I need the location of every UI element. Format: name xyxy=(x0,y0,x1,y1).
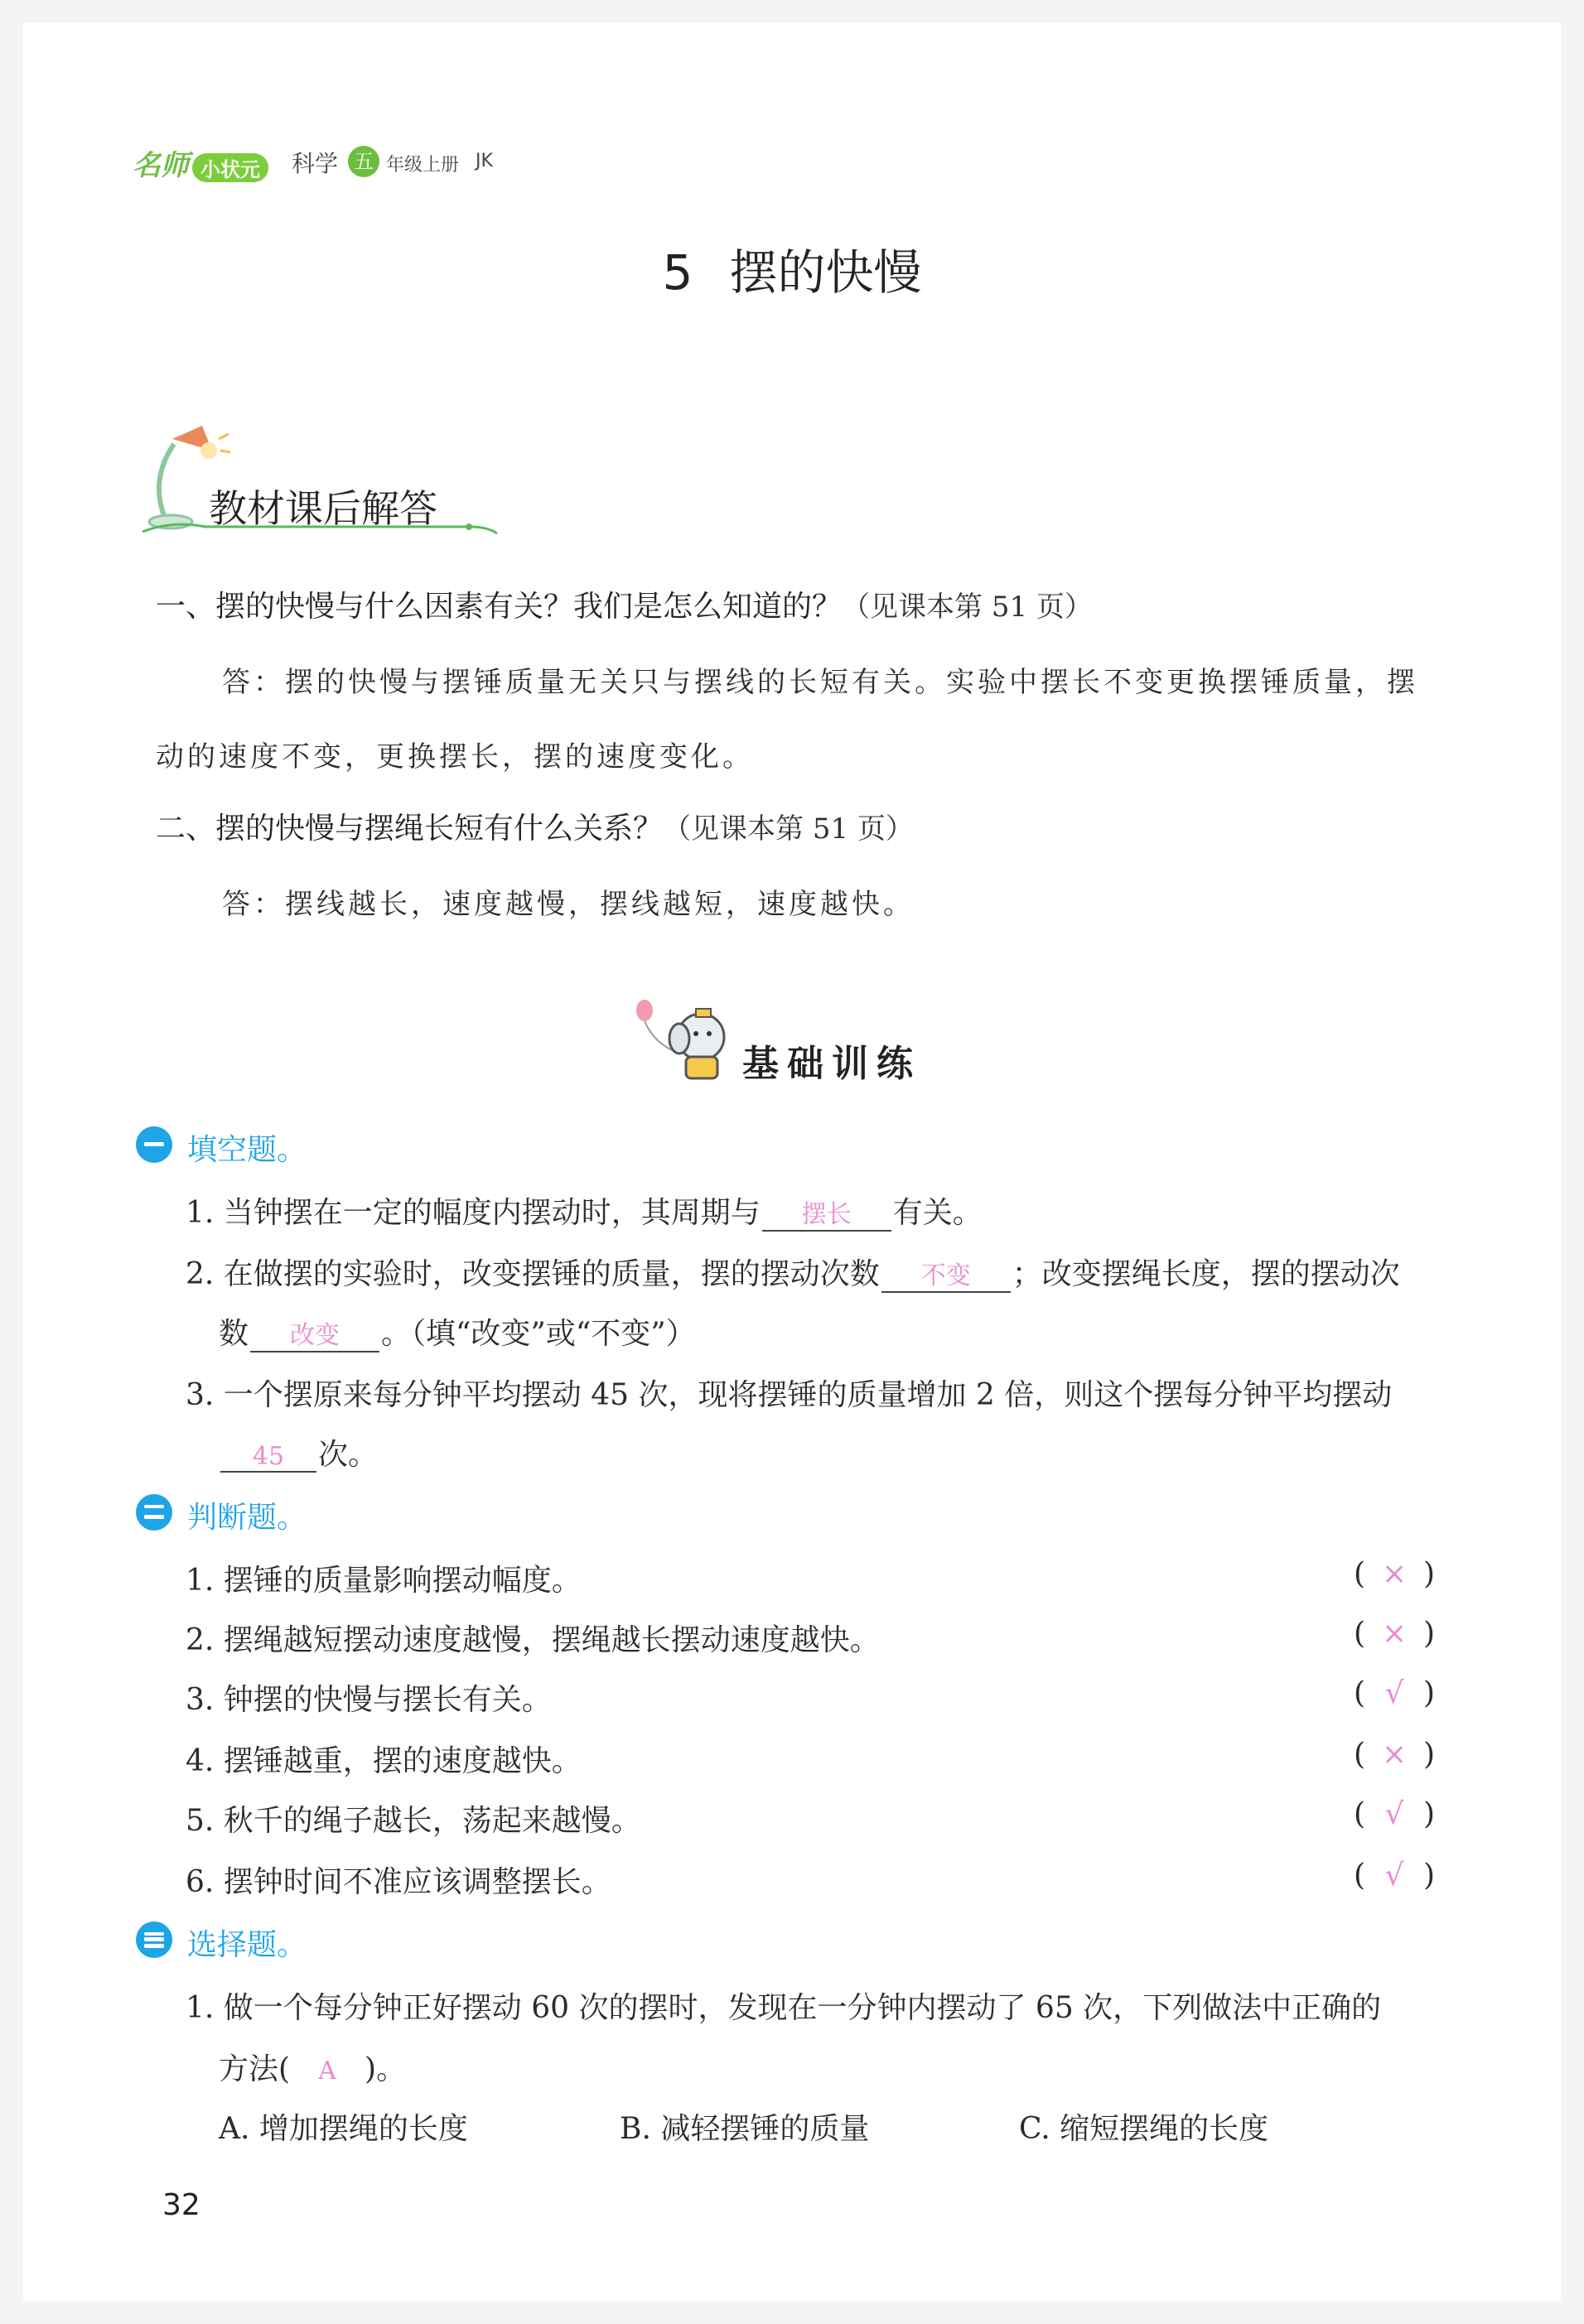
choice-q1-pre: 方法( xyxy=(219,2052,291,2086)
section-badge-two xyxy=(136,1494,172,1531)
question-1-ref: （见课本第 51 页） xyxy=(842,591,1093,624)
choice-option-b: B. 减轻摆锤的质量 xyxy=(620,2112,870,2146)
fill-q2-pre2: 数 xyxy=(219,1317,249,1351)
fill-question-3-cont xyxy=(219,1431,378,1473)
header-version: JK xyxy=(476,151,493,171)
judge-item-6: 6. 摆钟时间不准应该调整摆长。 xyxy=(186,1865,611,1899)
fill-q1-post: 有关。 xyxy=(892,1196,983,1230)
judge-paren-6: ( √ ) xyxy=(1354,1859,1436,1892)
section-banner-basic: 基础训练 xyxy=(742,1043,921,1085)
fill-q2-text: 2. 在做摆的实验时，改变摆锤的质量，摆的摆动次数 xyxy=(186,1257,880,1291)
judge-item-3: 3. 钟摆的快慢与摆长有关。 xyxy=(186,1683,552,1717)
question-1 xyxy=(156,583,1093,625)
section-badge-one xyxy=(136,1126,172,1163)
judge-paren-3: ( √ ) xyxy=(1354,1676,1436,1710)
judge-item-2: 2. 摆绳越短摆动速度越慢，摆绳越长摆动速度越快。 xyxy=(186,1623,880,1657)
section-title-choice: 选择题。 xyxy=(187,1928,307,1962)
judge-mark-5: √ xyxy=(1384,1797,1404,1831)
fill-question-3: 3. 一个摆原来每分钟平均摆动 45 次，现将摆锤的质量增加 2 倍，则这个摆每分钟平均摆动 xyxy=(186,1378,1393,1412)
question-2 xyxy=(156,805,914,847)
fill-q1-text: 1. 当钟摆在一定的幅度内摆动时，其周期与 xyxy=(186,1196,761,1230)
choice-q1-post: )。 xyxy=(365,2052,407,2086)
section-banner-textbook: 教材课后解答 xyxy=(209,486,437,531)
brand-logo xyxy=(133,142,268,183)
section-title-judge: 判断题。 xyxy=(187,1501,307,1535)
judge-mark-2: × xyxy=(1381,1617,1408,1651)
page-number: 32 xyxy=(162,2188,200,2222)
fill-q2-answer-2: 改变 xyxy=(250,1314,379,1352)
judge-mark-4: × xyxy=(1381,1738,1408,1772)
fill-q1-answer: 摆长 xyxy=(762,1193,891,1232)
judge-item-1: 1. 摆锤的质量影响摆动幅度。 xyxy=(186,1564,582,1598)
lesson-number: 5 xyxy=(662,244,693,301)
judge-paren-4: ( × ) xyxy=(1354,1738,1436,1772)
header-grade: 年级上册 xyxy=(386,155,460,176)
choice-question-1-cont xyxy=(219,2046,406,2088)
judge-mark-6: √ xyxy=(1384,1859,1404,1892)
question-2-ref: （见课本第 51 页） xyxy=(663,812,914,846)
fill-q2-mid: ；改变摆绳长度，摆的摆动次 xyxy=(1012,1257,1400,1291)
header-grade-circle: 五 xyxy=(348,146,379,177)
judge-mark-3: √ xyxy=(1384,1676,1404,1710)
judge-paren-1: ( × ) xyxy=(1354,1557,1436,1591)
brand-text: 名师 xyxy=(133,149,189,182)
elephant-balloon-icon xyxy=(630,994,737,1085)
header-subject: 科学 xyxy=(292,150,339,177)
question-2-text: 二、摆的快慢与摆绳长短有什么关系？ xyxy=(156,812,664,846)
answer-1-line-1: 答：摆的快慢与摆锤质量无关只与摆线的长短有关。实验中摆长不变更换摆锤质量，摆 xyxy=(222,666,1418,699)
question-1-text: 一、摆的快慢与什么因素有关？我们是怎么知道的？ xyxy=(156,590,843,624)
judge-mark-1: × xyxy=(1381,1557,1408,1591)
judge-paren-2: ( × ) xyxy=(1354,1617,1436,1651)
fill-q3-post: 次。 xyxy=(318,1438,379,1472)
choice-question-1: 1. 做一个每分钟正好摆动 60 次的摆时，发现在一分钟内摆动了 65 次，下列做法中正确的 xyxy=(186,1991,1382,2025)
lesson-title: 摆的快慢 xyxy=(729,244,922,301)
judge-paren-5: ( √ ) xyxy=(1354,1797,1436,1831)
answer-2: 答：摆线越长，速度越慢，摆线越短，速度越快。 xyxy=(222,888,915,921)
fill-question-2 xyxy=(186,1251,1400,1293)
brand-pill: 小状元 xyxy=(192,153,268,182)
choice-option-c: C. 缩短摆绳的长度 xyxy=(1019,2112,1269,2146)
judge-item-5: 5. 秋千的绳子越长，荡起来越慢。 xyxy=(186,1804,641,1838)
section-title-fill: 填空题。 xyxy=(187,1133,307,1167)
page-title xyxy=(0,234,1584,303)
judge-item-4: 4. 摆锤越重，摆的速度越快。 xyxy=(186,1744,582,1778)
fill-q2-post: 。（填“改变”或“不变”） xyxy=(381,1317,696,1351)
fill-q3-answer: 45 xyxy=(220,1442,316,1473)
fill-q2-answer-1: 不变 xyxy=(881,1255,1011,1293)
section-badge-three xyxy=(136,1921,172,1958)
fill-question-2-cont xyxy=(219,1310,696,1352)
choice-option-a: A. 增加摆绳的长度 xyxy=(219,2112,468,2146)
choice-q1-answer: A xyxy=(318,2056,336,2085)
answer-1-line-2: 动的速度不变，更换摆长，摆的速度变化。 xyxy=(156,740,754,774)
fill-question-1 xyxy=(186,1189,983,1232)
